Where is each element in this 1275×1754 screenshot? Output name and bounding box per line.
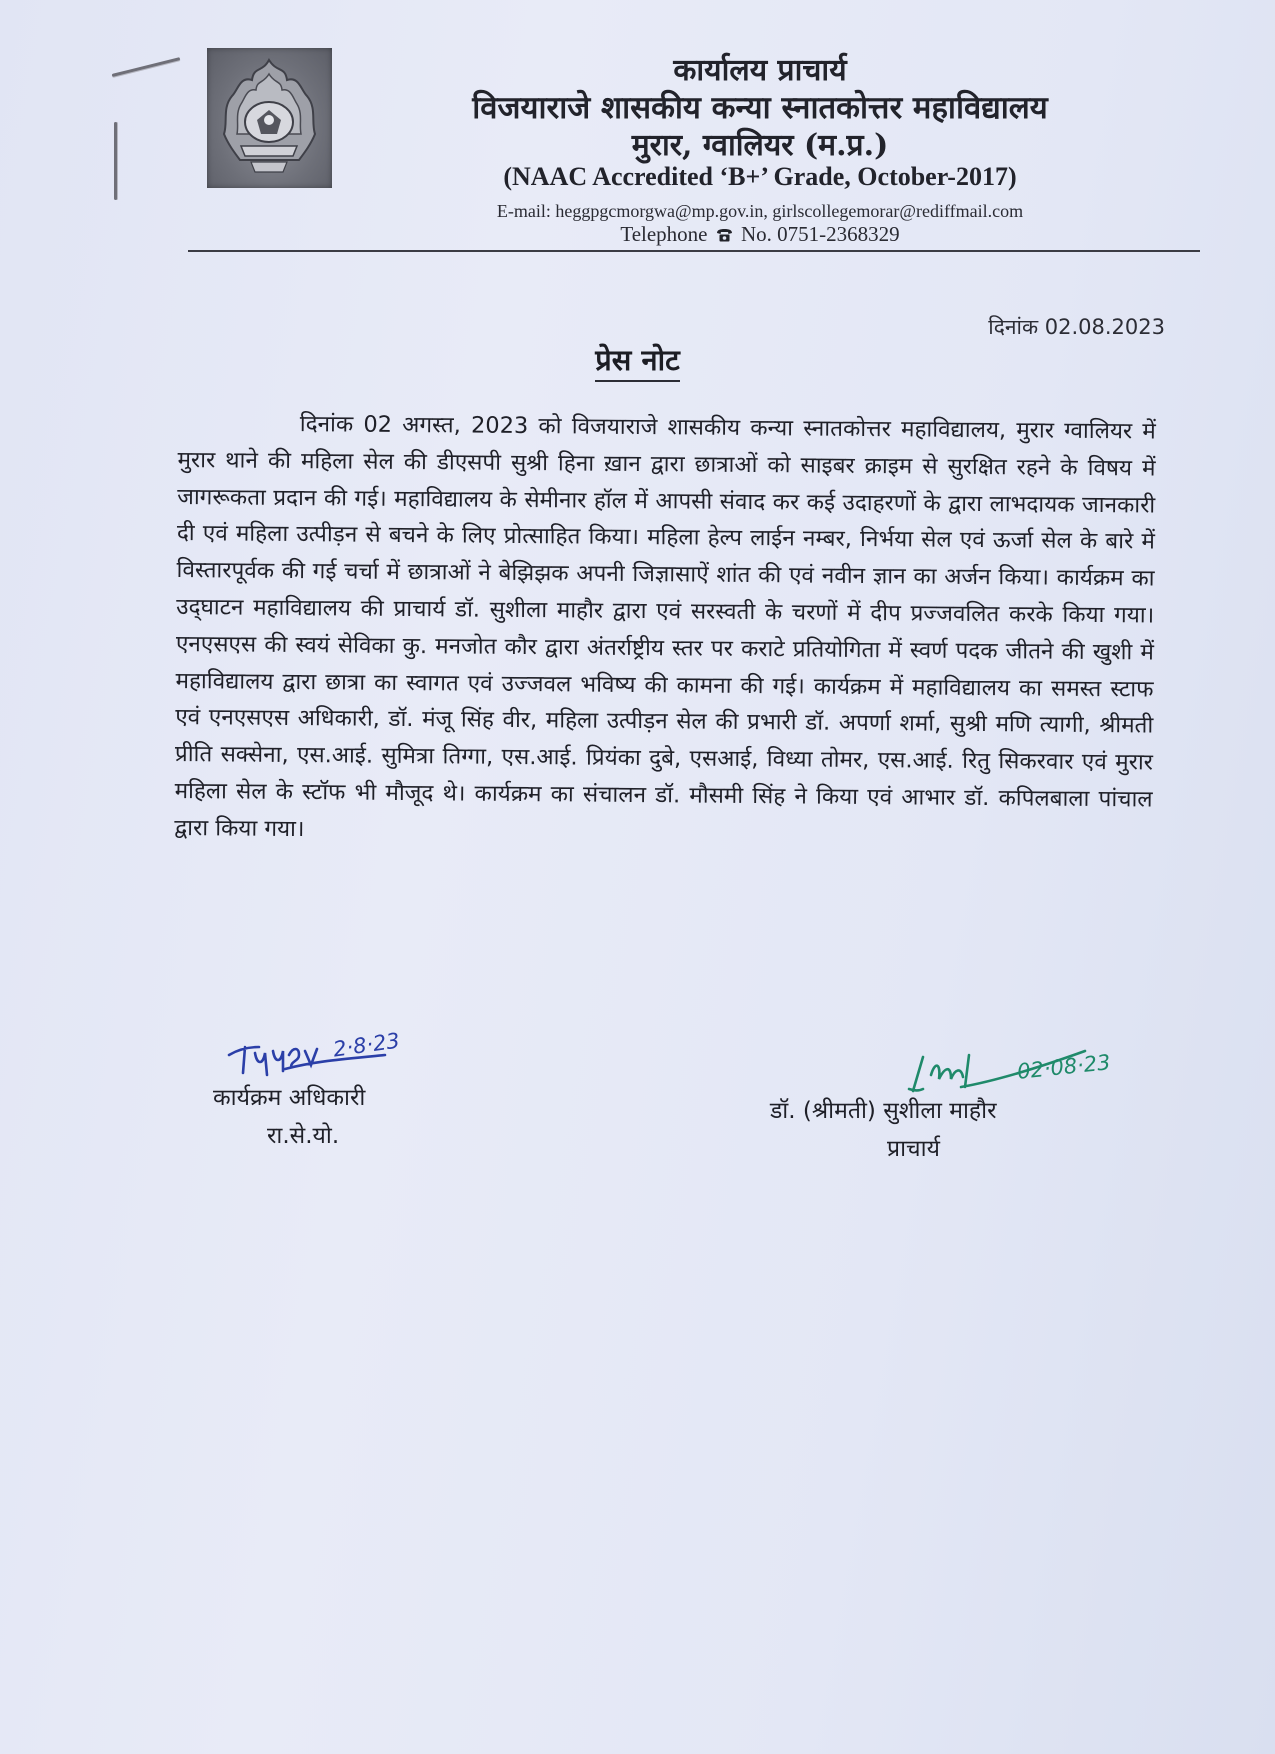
heading-text: प्रेस नोट — [595, 343, 679, 382]
document-date: दिनांक 02.08.2023 — [988, 315, 1165, 339]
principal-name: डॉ. (श्रीमती) सुशीला माहौर — [770, 1098, 997, 1124]
program-officer-title: कार्यक्रम अधिकारी — [213, 1085, 366, 1111]
college-location: मुरार, ग्वालियर (म.प्र.) — [631, 128, 889, 163]
staple-mark — [114, 122, 117, 200]
header-divider — [188, 250, 1200, 252]
press-note-heading — [0, 340, 1275, 379]
telephone-label: Telephone — [620, 222, 708, 246]
handwritten-date-left: 2·8·23 — [331, 1028, 402, 1062]
office-title: कार्यालय प्राचार्य — [673, 53, 847, 88]
email-line: E-mail: heggpgcmorgwa@mp.gov.in, girlscollegemorar@rediffmail.com — [496, 201, 1024, 221]
naac-accreditation: (NAAC Accredited ‘B+’ Grade, October-2017) — [503, 162, 1017, 191]
college-emblem-logo — [207, 48, 332, 188]
college-name: विजयाराजे शासकीय कन्या स्नातकोत्तर महाविद्यालय — [472, 90, 1048, 126]
principal-designation: प्राचार्य — [887, 1136, 940, 1162]
nss-unit-label: रा.से.यो. — [267, 1123, 340, 1149]
staple-mark — [112, 57, 181, 77]
telephone-number: No. 0751-2368329 — [741, 222, 900, 246]
handwritten-date-right: 02·08·23 — [1016, 1050, 1112, 1084]
telephone-icon — [716, 228, 733, 242]
press-note-body: दिनांक 02 अगस्त, 2023 को विजयाराजे शासकीय कन्या स्नातकोत्तर महाविद्यालय, मुरार ग्वालियर में मुरार थाने की महिला सेल की डीएसपी सुश्री हिना ख़ान द्वारा छात्राओं को साइबर क्राइम से सुरक्षित रहने के विषय में जागरूकता प्रदान की गई। महाविद्यालय के सेमीनार हॉल में आपसी संवाद कर कई उदाहरणों के द्वारा लाभदायक जानकारी दी एवं महिला उत्पीड़न से बचने के लिए प्रोत्साहित किया। महिला हेल्प लाईन नम्बर, निर्भया सेल एवं ऊर्जा सेल के बारे में विस्तारपूर्वक की गई चर्चा में छात्राओं ने बेझिझक अपनी जिज्ञासाऐं शांत की एवं नवीन ज्ञान का अर्जन किया। कार्यक्रम का उद्‌घाटन महाविद्यालय की प्राचार्य डॉ. सुशीला माहौर द्वारा एवं सरस्वती के चरणों में दीप प्रज्जवलित करके किया गया। एनएसएस की स्वयं सेविका कु. मनजोत कौर द्वारा अंतर्राष्ट्रीय स्तर पर कराटे प्रतियोगिता में स्वर्ण पदक जीतने की खुशी में महाविद्यालय द्वारा छात्रा का स्वागत एवं उज्जवल भविष्य की कामना की गई। कार्यक्रम में महाविद्यालय का समस्त स्टाफ एवं एनएसएस अधिकारी, डॉ. मंजू सिंह वीर, महिला उत्पीड़न सेल की प्रभारी डॉ. अपर्णा शर्मा, सुश्री मणि त्यागी, श्रीमती प्रीति सक्सेना, एस.आई. सुमित्रा तिग्गा, एस.आई. प्रियंका दुबे, एसआई, विध्या तोमर, एस.आई. रितु सिकरवार एवं मुरार महिला सेल के स्टॉफ भी मौजूद थे। कार्यक्रम का संचालन डॉ. मौसमी सिंह ने किया एवं आभार डॉ. कपिलबाला पांचाल द्वारा किया गया। — [174, 411, 1156, 842]
telephone-line — [360, 222, 1160, 247]
